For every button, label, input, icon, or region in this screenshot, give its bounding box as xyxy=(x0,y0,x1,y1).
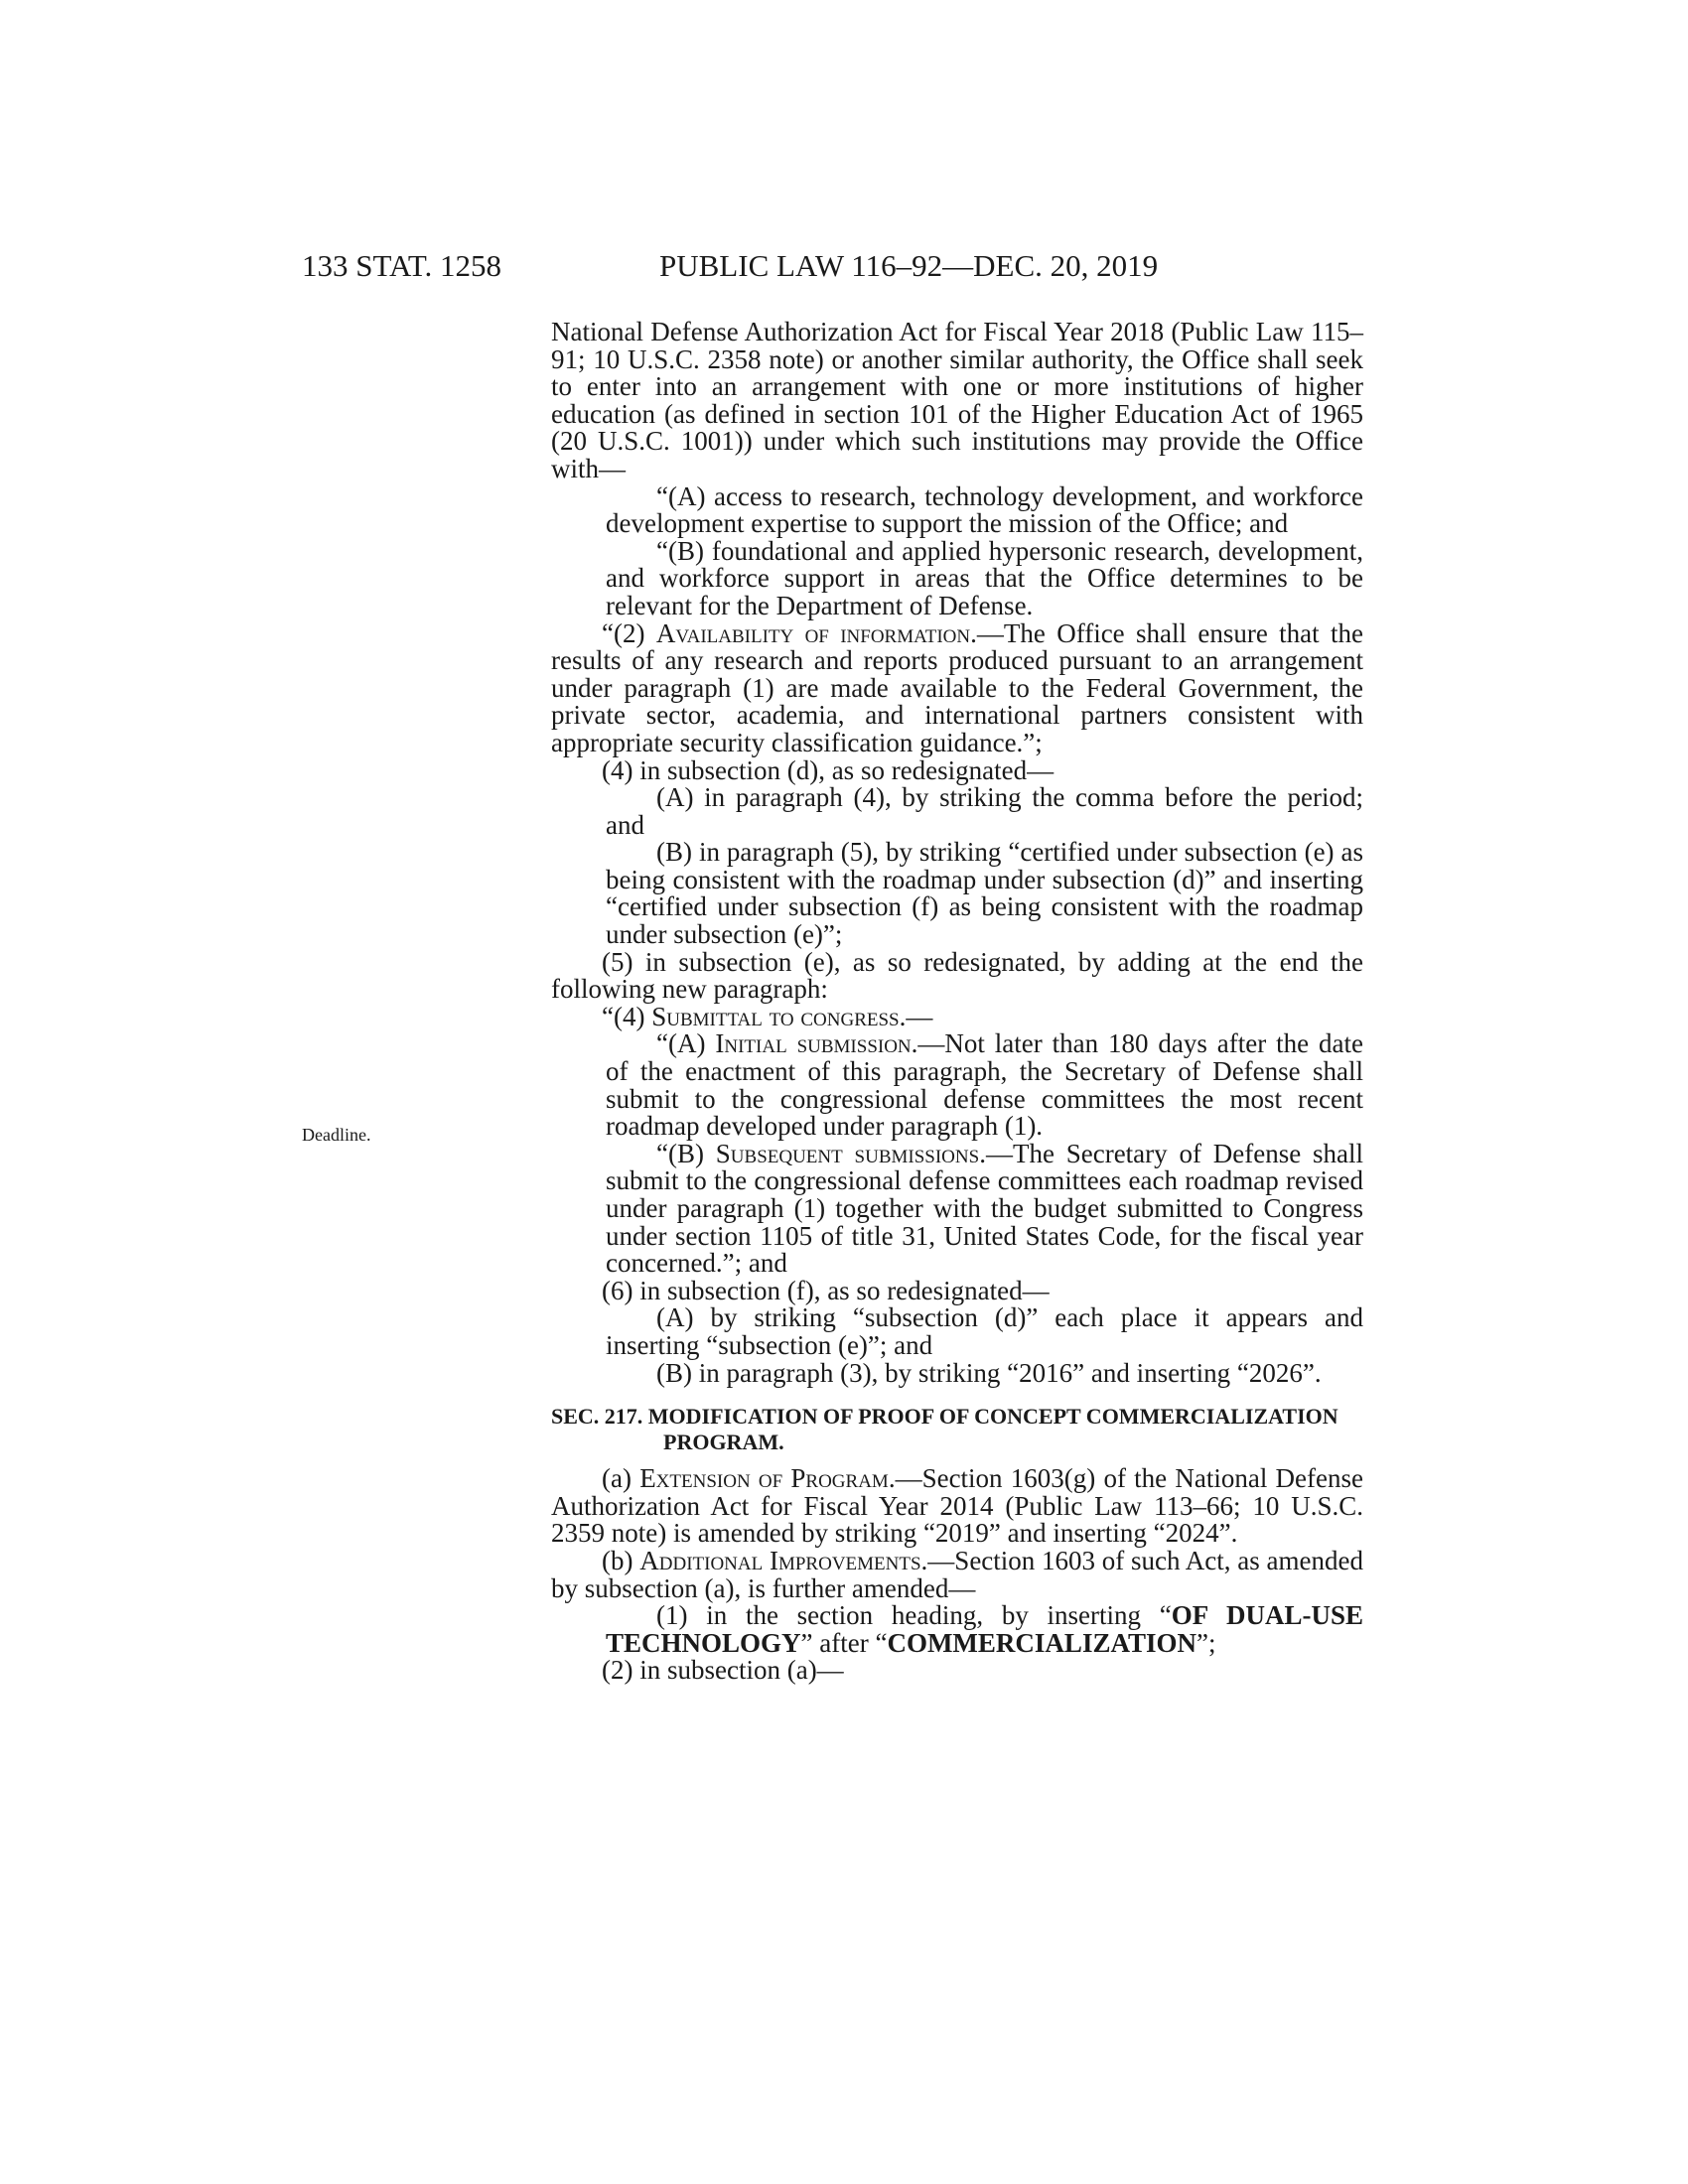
running-header-title: PUBLIC LAW 116–92—DEC. 20, 2019 xyxy=(659,248,1159,283)
paragraph-heading: Extension of Program xyxy=(639,1463,889,1494)
paragraph-text: ” after “ xyxy=(800,1627,888,1658)
paragraph: (6) in subsection (f), as so redesignated— xyxy=(602,1275,1050,1305)
paragraph-text: .—Section 1603 of such Act, as amended by subsection (a), is further amended— xyxy=(551,1545,1363,1603)
paragraph-number: (b) xyxy=(602,1545,633,1575)
paragraph-text: .—The Secretary of Defense shall submit to the congressional defense committees each roadmap revised under paragraph (1) together with the budget submitted to Congress under section 1105 of title 31, United States Code, for the fiscal year concerned.”; and xyxy=(606,1138,1363,1279)
paragraph-number: “(A) xyxy=(656,1028,706,1059)
paragraph xyxy=(551,1030,1363,1140)
paragraph-text: .—Not later than 180 days after the date of the enactment of this paragraph, the Secretary of Defense shall submit to the congressional defense committees the most recent roadmap developed under paragraph (1). xyxy=(606,1028,1363,1142)
paragraph-text: .— xyxy=(899,1001,933,1031)
paragraph-text: .—Section 1603(g) of the National Defense Authorization Act for Fiscal Year 2014 (Public Law 113–66; 10 U.S.C. 2359 note) is amended by striking “2019” and inserting “2024”. xyxy=(551,1463,1363,1549)
paragraph-number: “(2) xyxy=(602,617,645,648)
paragraph xyxy=(551,1602,1363,1657)
paragraph-heading: Availability of information xyxy=(655,617,971,648)
paragraph-text: (1) in the section heading, by inserting “ xyxy=(656,1600,1172,1631)
paragraph-text: .—The Office shall ensure that the results of any research and reports produced pursuant to an arrangement under paragraph (1) are made available to the Federal Government, the private sector, academia, and international partners consistent with appropriate security classification guidance.”; xyxy=(551,617,1364,757)
paragraph: “(B) foundational and applied hypersonic research, development, and workforce support in areas that the Office determines to be relevant for the Department of Defense. xyxy=(606,535,1363,620)
paragraph: (B) in paragraph (3), by striking “2016” and inserting “2026”. xyxy=(656,1357,1322,1388)
paragraph: (2) in subsection (a)— xyxy=(602,1655,844,1686)
paragraph-heading: Subsequent submissions xyxy=(715,1138,980,1168)
law-text-body xyxy=(551,319,1363,1685)
paragraph: National Defense Authorization Act for Fiscal Year 2018 (Public Law 115–91; 10 U.S.C. 2358 note) or another similar authority, the Office shall seek to enter into an arrangement with one or more institutions of higher education (as defined in section 101 of the Higher Education Act of 1965 (20 U.S.C. 1001)) under which such institutions may provide the Office with— xyxy=(551,317,1363,483)
paragraph xyxy=(551,1465,1363,1548)
paragraph-text: ”; xyxy=(1196,1627,1216,1658)
bold-term: OF DUAL-USE TECHNOLOGY xyxy=(606,1600,1364,1658)
paragraph: (A) by striking “subsection (d)” each place it appears and inserting “subsection (e)”; and xyxy=(606,1302,1363,1360)
paragraph xyxy=(551,1001,1363,1031)
paragraph-number: “(4) xyxy=(602,1001,645,1031)
paragraph: “(A) access to research, technology development, and workforce development expertise to support the mission of the Office; and xyxy=(606,480,1363,539)
bold-term: COMMERCIALIZATION xyxy=(887,1627,1196,1658)
paragraph: (4) in subsection (d), as so redesignated— xyxy=(602,754,1055,785)
paragraph-number: “(B) xyxy=(656,1138,704,1168)
paragraph-number: (a) xyxy=(602,1463,632,1494)
paragraph-heading: Initial submission xyxy=(715,1028,912,1059)
paragraph-heading: Submittal to congress xyxy=(651,1001,900,1031)
margin-note-deadline: Deadline. xyxy=(302,1125,371,1145)
paragraph xyxy=(551,617,1364,757)
section-heading: SEC. 217. MODIFICATION OF PROOF OF CONCEPT COMMERCIALIZATION PROGRAM. xyxy=(551,1404,1338,1455)
paragraph xyxy=(551,1545,1363,1603)
statute-page-number: 133 STAT. 1258 xyxy=(302,248,502,283)
paragraph xyxy=(551,1138,1363,1279)
paragraph-heading: Additional Improvements xyxy=(639,1545,921,1575)
paragraph: (5) in subsection (e), as so redesignated, by adding at the end the following new paragraph: xyxy=(551,946,1363,1005)
paragraph: (A) in paragraph (4), by striking the comma before the period; and xyxy=(606,782,1363,840)
paragraph: (B) in paragraph (5), by striking “certified under subsection (e) as being consistent with the roadmap under subsection (d)” and inserting “certified under subsection (f) as being consistent with the roadmap under subsection (e)”; xyxy=(606,837,1363,950)
